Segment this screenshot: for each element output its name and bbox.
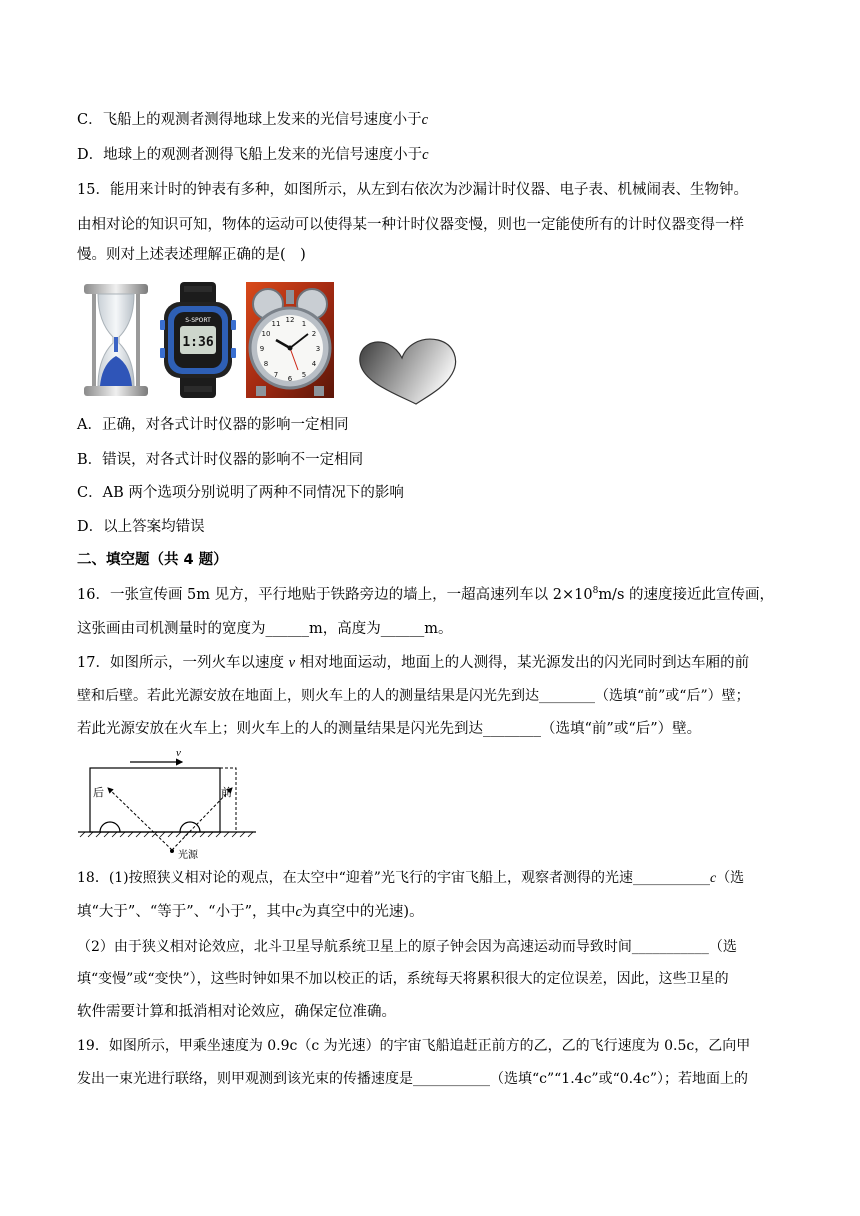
q15-stem-line1: 15．能用来计时的钟表有多种，如图所示，从左到右依次为沙漏计时仪器、电子表、机械闹表、生物钟。: [77, 182, 748, 198]
q18-line5: 软件需要计算和抵消相对论效应，确保定位准确。: [77, 1004, 396, 1020]
watch-brand-label: S-SPORT: [185, 317, 211, 324]
svg-text:7: 7: [273, 371, 279, 379]
q15-option-d: D．以上答案均错误: [77, 519, 205, 535]
svg-text:12: 12: [285, 316, 295, 324]
q15-option-b: B．错误，对各式计时仪器的影响不一定相同: [77, 452, 364, 468]
digital-watch-image: [160, 282, 236, 398]
q19-line1: 19．如图所示，甲乘坐速度为 0.9c（c 为光速）的宇宙飞船追赶正前方的乙，乙的飞行速度为 0.5c，乙向甲: [77, 1038, 751, 1054]
light-source-label: 光源: [178, 850, 198, 861]
svg-text:6: 6: [287, 375, 293, 383]
q17-line3: 若此光源安放在火车上；则火车上的人的测量结果是闪光先到达________（选填“前”或“后”）壁。: [77, 721, 702, 737]
hourglass-image: [80, 282, 152, 398]
svg-text:3: 3: [315, 345, 321, 353]
section-heading: 二、填空题（共 4 题）: [77, 552, 228, 568]
svg-text:4: 4: [311, 360, 317, 368]
back-wall-label: 后: [93, 786, 104, 799]
q18-line4: 填“变慢”或“变快”），这些时钟如果不加以校正的话，系统每天将累积很大的定位误差，因此，这些卫星的: [77, 971, 729, 987]
q14-option-d: D．地球上的观测者测得飞船上发来的光信号速度小于c: [77, 147, 429, 163]
q17-line2: 壁和后壁。若此光源安放在地面上，则火车上的人的测量结果是闪光先到达________（选填“前”或“后”）壁；: [77, 688, 750, 704]
q15-stem-line2: 由相对论的知识可知，物体的运动可以使得某一种计时仪器变慢，则也一定能使所有的计时仪器变得一样: [77, 217, 744, 233]
q15-option-c: C．AB 两个选项分别说明了两种不同情况下的影响: [77, 485, 404, 501]
q15-option-a: A．正确，对各式计时仪器的影响一定相同: [77, 417, 349, 433]
svg-text:1: 1: [301, 320, 307, 328]
q18-line3: （2）由于狭义相对论效应，北斗卫星导航系统卫星上的原子钟会因为高速运动而导致时间___________（选: [77, 939, 737, 955]
train-diagram: [78, 744, 258, 862]
velocity-label: v: [176, 747, 181, 759]
q16-line1: 16．一张宣传画 5m 见方，平行地贴于铁路旁边的墙上，一超高速列车以 $2\times 10^8m/s$ 的速度接近此宣传画，: [77, 586, 774, 603]
q14-option-c: C．飞船上的观测者测得地球上发来的光信号速度小于c: [77, 112, 429, 128]
watch-time-display: 1:36: [182, 335, 214, 350]
svg-text:11: 11: [271, 320, 281, 328]
q18-line1: 18．(1)按照狭义相对论的观点，在太空中“迎着”光飞行的宇宙飞船上，观察者测得的光速___________c（选: [77, 870, 745, 886]
q15-stem-line3: 慢。则对上述表述理解正确的是( ): [77, 247, 306, 263]
svg-text:5: 5: [301, 371, 307, 379]
svg-text:2: 2: [311, 330, 317, 338]
q18-line2: 填“大于”、“等于”、“小于”，其中c为真空中的光速)。: [77, 904, 424, 920]
q17-line1: 17．如图所示，一列火车以速度 v 相对地面运动，地面上的人测得，某光源发出的闪光同时到达车厢的前: [77, 655, 750, 671]
light-source-dot: [170, 849, 174, 853]
q19-line2: 发出一束光进行联络，则甲观测到该光束的传播速度是___________（选填“c”“1.4c”或“0.4c”）；若地面上的: [77, 1071, 748, 1087]
svg-text:9: 9: [259, 345, 265, 353]
q16-line2: 这张画由司机测量时的宽度为______m，高度为______m。: [77, 621, 453, 637]
front-wall-label: 前: [221, 786, 232, 799]
heart-image: [356, 334, 460, 406]
alarm-clock-image: [246, 282, 334, 398]
svg-text:8: 8: [263, 360, 269, 368]
svg-text:10: 10: [261, 330, 271, 338]
